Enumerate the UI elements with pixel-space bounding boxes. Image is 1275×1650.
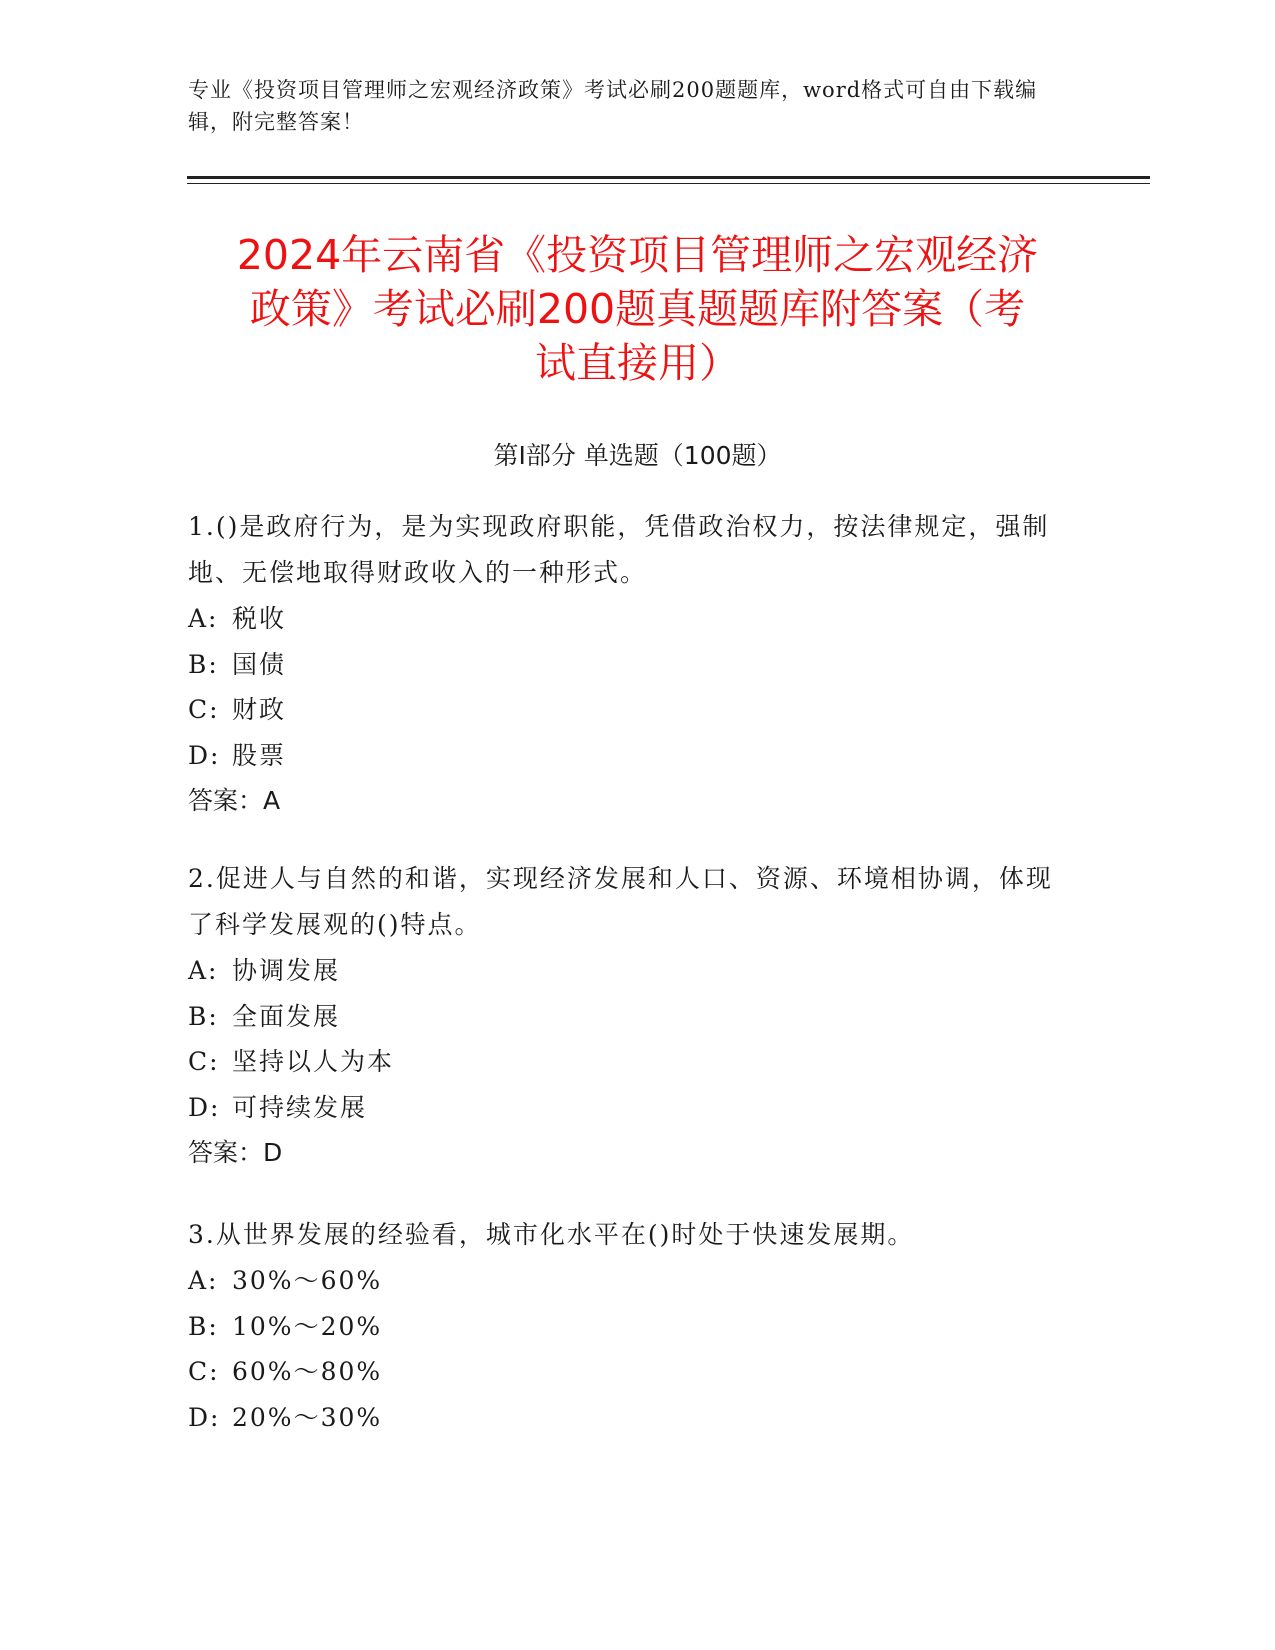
- option-text: 协调发展: [232, 956, 341, 985]
- option-letter: C:: [188, 1357, 220, 1386]
- option-letter: C:: [188, 1047, 220, 1076]
- option-text: 可持续发展: [232, 1092, 368, 1122]
- answer-line: 答案：A: [188, 786, 281, 815]
- option-text: 20%～30%: [232, 1402, 383, 1432]
- option-text: 财政: [232, 695, 287, 724]
- header-note: 专业《投资项目管理师之宏观经济政策》考试必刷200题题库，word格式可自由下载编辑，附完整答案！: [188, 78, 1038, 134]
- option-letter: D:: [188, 1402, 221, 1432]
- option-a: [188, 948, 1058, 994]
- option-text: 税收: [232, 604, 287, 633]
- option-text: 国债: [232, 649, 287, 679]
- option-text: 30%～60%: [232, 1266, 383, 1295]
- header-divider-thick: [187, 176, 1150, 179]
- question-2: [188, 856, 1058, 1176]
- option-b: [188, 1304, 1058, 1350]
- option-letter: B:: [188, 1311, 219, 1341]
- document-title: [170, 228, 1105, 390]
- option-text: 10%～20%: [232, 1311, 383, 1341]
- answer-line: 答案：D: [188, 1138, 283, 1167]
- option-text: 60%～80%: [232, 1357, 383, 1386]
- title-line-3: 试直接用）: [535, 339, 740, 387]
- option-letter: A:: [188, 956, 219, 985]
- option-c: [188, 1039, 1058, 1085]
- option-text: 股票: [232, 740, 287, 770]
- header-divider-thin: [187, 183, 1150, 184]
- question-stem: 1.()是政府行为，是为实现政府职能，凭借政治权力，按法律规定，强制地、无偿地取得财政收入的一种形式。: [188, 512, 1050, 587]
- option-text: 坚持以人为本: [232, 1047, 395, 1076]
- option-a: [188, 596, 1058, 642]
- option-letter: A:: [188, 604, 219, 633]
- option-d: [188, 1395, 1058, 1441]
- option-letter: D:: [188, 740, 221, 770]
- option-letter: A:: [188, 1266, 219, 1295]
- option-a: [188, 1258, 1058, 1304]
- option-b: [188, 994, 1058, 1040]
- section-heading: 第Ⅰ部分 单选题（100题）: [493, 441, 782, 470]
- option-d: [188, 733, 1058, 779]
- option-letter: B:: [188, 649, 219, 679]
- title-line-2: 政策》考试必刷200题真题题库附答案（考: [249, 285, 1026, 333]
- option-c: [188, 687, 1058, 733]
- question-3: [188, 1212, 1058, 1440]
- question-1: [188, 504, 1058, 824]
- option-c: [188, 1349, 1058, 1395]
- option-letter: C:: [188, 695, 220, 724]
- question-stem: 3.从世界发展的经验看，城市化水平在()时处于快速发展期。: [188, 1220, 915, 1249]
- question-stem: 2.促进人与自然的和谐，实现经济发展和人口、资源、环境相协调，体现了科学发展观的()特点。: [188, 864, 1053, 939]
- title-line-1: 2024年云南省《投资项目管理师之宏观经济: [236, 231, 1039, 279]
- option-d: [188, 1085, 1058, 1131]
- option-text: 全面发展: [232, 1001, 341, 1031]
- option-b: [188, 642, 1058, 688]
- option-letter: B:: [188, 1001, 219, 1031]
- option-letter: D:: [188, 1092, 221, 1122]
